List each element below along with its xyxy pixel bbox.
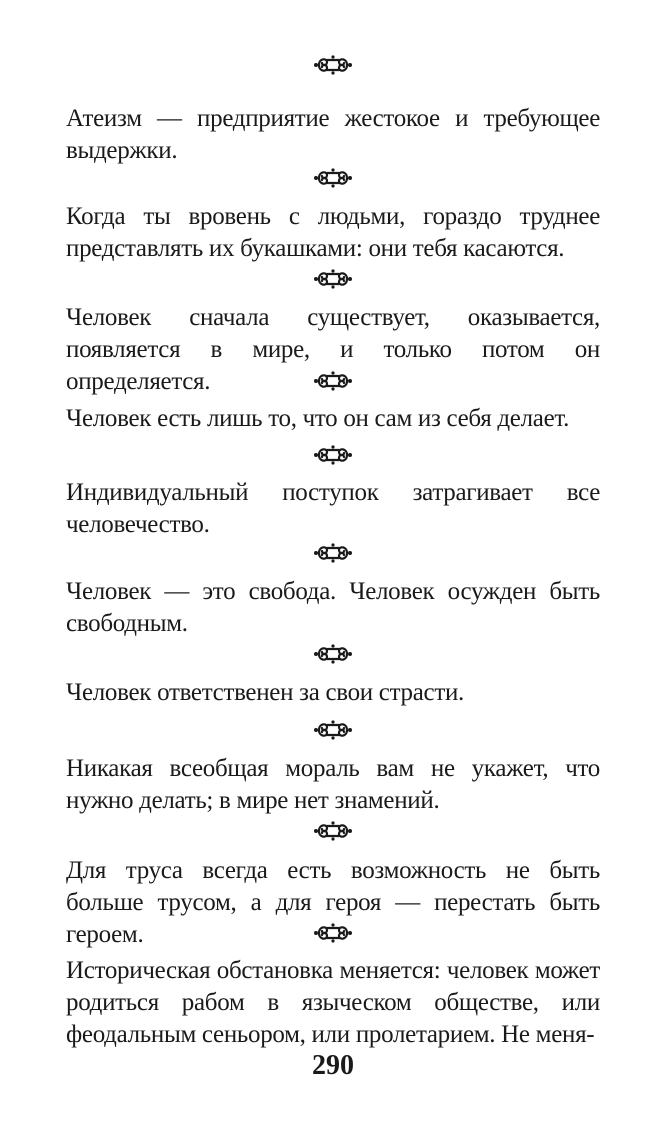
- floral-ornament-icon: [313, 268, 353, 290]
- floral-ornament-icon: [313, 542, 353, 564]
- floral-ornament-icon: [313, 820, 353, 842]
- quote-paragraph: Историческая обстановка меняется: человек может родиться рабом в языческом обществе, или феодальным сеньором, или пролетарием. Не меня-: [66, 957, 600, 1048]
- floral-ornament-icon: [313, 54, 353, 76]
- quote-paragraph: Когда ты вровень с людьми, гораздо труднее представлять их букашками: они тебя касаются.: [66, 203, 600, 262]
- floral-ornament-icon: [313, 719, 353, 741]
- floral-ornament-icon: [313, 922, 353, 944]
- quote-paragraph: Человек ответственен за свои страсти.: [66, 679, 464, 706]
- quote-paragraph: Атеизм — предприятие жестокое и требующее выдержки.: [66, 105, 600, 164]
- quote-paragraph: Человек сначала существует, оказывается, появляется в мире, и только потом он определяется.: [66, 304, 600, 395]
- quote-paragraph: Индивидуальный поступок затрагивает все человечество.: [66, 479, 600, 538]
- page-number: 290: [312, 1050, 354, 1081]
- quote-paragraph: Для труса всегда есть возможность не быть больше трусом, а для героя — перестать быть героем.: [66, 857, 600, 948]
- floral-ornament-icon: [313, 444, 353, 466]
- floral-ornament-icon: [313, 370, 353, 392]
- book-page: [66, 0, 600, 1132]
- quote-paragraph: Человек есть лишь то, что он сам из себя делает.: [66, 405, 570, 432]
- quote-paragraph: Человек — это свобода. Человек осужден быть свободным.: [66, 578, 600, 637]
- quote-paragraph: Никакая всеобщая мораль вам не укажет, что нужно делать; в мире нет знамений.: [66, 755, 600, 814]
- floral-ornament-icon: [313, 643, 353, 665]
- floral-ornament-icon: [313, 167, 353, 189]
